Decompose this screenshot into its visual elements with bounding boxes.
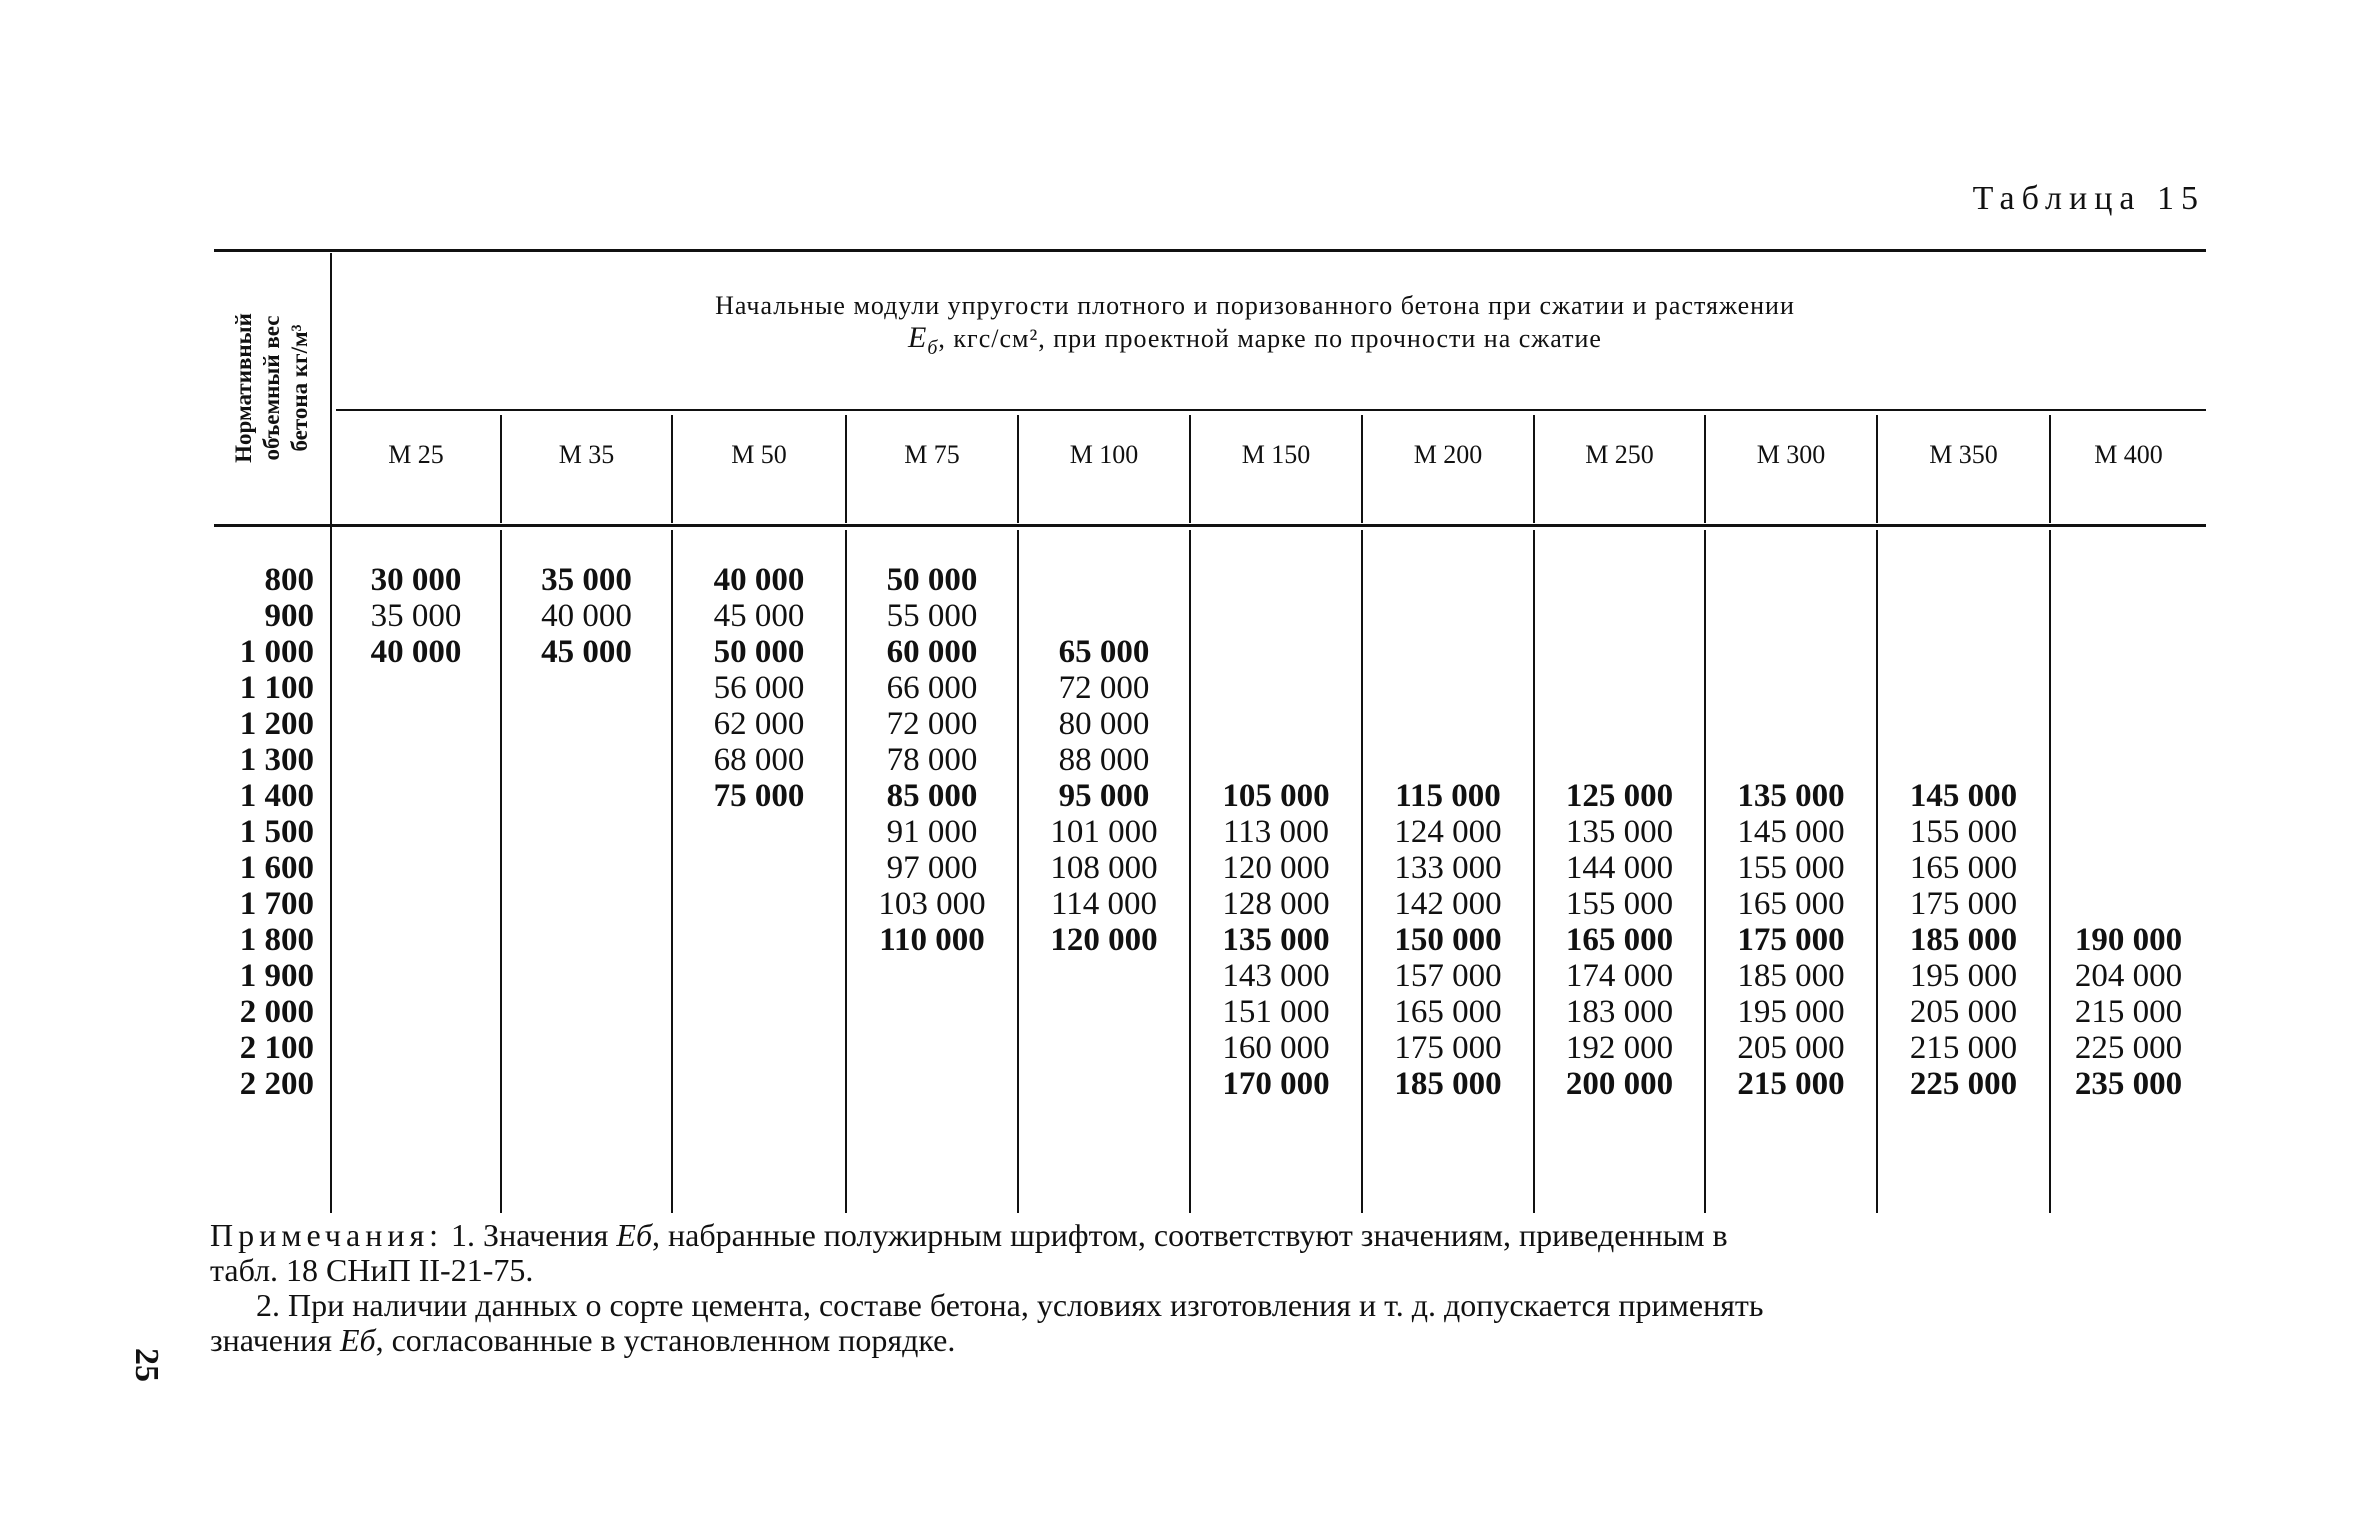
value-cell: 205 000 (1737, 1030, 1845, 1066)
value-cell: 165 000 (1565, 922, 1674, 958)
value-cell: 185 000 (1737, 958, 1845, 994)
value-cell: 88 000 (1058, 742, 1150, 778)
note-1-line-1 (210, 1218, 2208, 1253)
value-cell: 78 000 (886, 742, 978, 778)
data-column-m75 (847, 562, 1017, 958)
value-cell: 175 000 (1909, 886, 2018, 922)
value-cell: 66 000 (886, 670, 978, 706)
value-cell: 97 000 (886, 850, 978, 886)
value-cell: 145 000 (1909, 778, 2018, 814)
value-cell: 165 000 (1909, 850, 2018, 886)
value-cell: 35 000 (370, 598, 462, 634)
page-number: 25 (128, 1348, 165, 1382)
value-cell: 30 000 (370, 562, 462, 598)
density-cell: 1 500 (239, 814, 314, 850)
value-cell: 192 000 (1565, 1030, 1674, 1066)
value-cell: 155 000 (1737, 850, 1845, 886)
value-cell: 45 000 (541, 634, 632, 670)
note-2-text-a: значения (210, 1322, 340, 1358)
grade-header: М 25 (388, 440, 444, 469)
value-cell: 185 000 (1394, 1066, 1502, 1102)
note-1-line-2: табл. 18 СНиП II-21-75. (210, 1252, 534, 1288)
main-header-line2-text: , кгс/см², при проектной марке по прочности на сжатие (938, 324, 1602, 353)
density-cell: 1 100 (239, 670, 314, 706)
density-cell: 2 100 (239, 1030, 314, 1066)
value-cell: 40 000 (370, 634, 462, 670)
value-cell: 120 000 (1050, 922, 1158, 958)
value-cell: 215 000 (1909, 1030, 2018, 1066)
value-cell: 68 000 (713, 742, 805, 778)
header-bottom-rule (214, 524, 2206, 527)
value-cell: 62 000 (713, 706, 805, 742)
value-cell: 125 000 (1565, 778, 1674, 814)
value-cell: 80 000 (1058, 706, 1150, 742)
grade-header: М 50 (731, 440, 787, 469)
data-column-m50 (673, 562, 845, 814)
notes-label: Примечания: (210, 1217, 444, 1253)
data-column-m100 (1019, 634, 1189, 958)
data-column-m25 (332, 562, 500, 670)
value-cell: 133 000 (1394, 850, 1502, 886)
main-header-line1: Начальные модули упругости плотного и поризованного бетона при сжатии и растяжении (715, 291, 1795, 320)
main-header (330, 290, 2180, 364)
note-1-text-b: , набранные полужирным шрифтом, соответствуют значениям, приведенным в (652, 1217, 1728, 1253)
value-cell: 174 000 (1565, 958, 1674, 994)
density-cell: 1 300 (239, 742, 314, 778)
value-cell: 200 000 (1565, 1066, 1674, 1102)
grade-header: М 200 (1413, 440, 1483, 469)
value-cell: 85 000 (886, 778, 978, 814)
value-cell: 50 000 (713, 634, 805, 670)
value-cell: 101 000 (1050, 814, 1158, 850)
grade-header: М 350 (1929, 440, 1998, 469)
modulus-symbol-subscript: б (927, 337, 939, 359)
grade-header: М 100 (1069, 440, 1139, 469)
value-cell: 65 000 (1058, 634, 1150, 670)
value-cell: 56 000 (713, 670, 805, 706)
value-cell: 143 000 (1222, 958, 1330, 994)
density-cell: 1 900 (239, 958, 314, 994)
density-cell: 900 (264, 598, 314, 634)
value-cell: 144 000 (1565, 850, 1674, 886)
value-cell: 170 000 (1222, 1066, 1330, 1102)
stub-header-line: Нормативный (231, 313, 256, 463)
value-cell: 175 000 (1737, 922, 1845, 958)
value-cell: 124 000 (1394, 814, 1502, 850)
value-cell: 72 000 (1058, 670, 1150, 706)
value-cell: 225 000 (2074, 1030, 2183, 1066)
value-cell: 105 000 (1222, 778, 1330, 814)
top-rule (214, 249, 2206, 252)
density-cell: 2 000 (239, 994, 314, 1030)
density-cell: 1 400 (239, 778, 314, 814)
value-cell: 165 000 (1737, 886, 1845, 922)
value-cell: 235 000 (2074, 1066, 2183, 1102)
value-cell: 215 000 (2074, 994, 2183, 1030)
value-cell: 157 000 (1394, 958, 1502, 994)
col-divider-line (2049, 530, 2051, 1213)
value-cell: 151 000 (1222, 994, 1330, 1030)
value-cell: 110 000 (879, 922, 985, 958)
value-cell: 95 000 (1058, 778, 1150, 814)
data-column-m150 (1191, 778, 1361, 1102)
value-cell: 50 000 (886, 562, 978, 598)
data-column-m300 (1706, 778, 1876, 1102)
value-cell: 183 000 (1565, 994, 1674, 1030)
density-cell: 800 (264, 562, 314, 598)
value-cell: 103 000 (878, 886, 986, 922)
value-cell: 142 000 (1394, 886, 1502, 922)
notes (210, 1218, 2208, 1358)
note-2-line-1: 2. При наличии данных о сорте цемента, составе бетона, условиях изготовления и т. д. допускается применять (256, 1287, 1764, 1323)
value-cell: 40 000 (713, 562, 805, 598)
grade-header: М 35 (558, 440, 615, 469)
stub-header-line: бетона кг/м³ (287, 324, 312, 452)
grade-header: М 250 (1585, 440, 1654, 469)
value-cell: 155 000 (1909, 814, 2018, 850)
value-cell: 128 000 (1222, 886, 1330, 922)
value-cell: 155 000 (1565, 886, 1674, 922)
note-1-text-a: 1. Значения (443, 1217, 617, 1253)
value-cell: 205 000 (1909, 994, 2018, 1030)
value-cell: 35 000 (541, 562, 632, 598)
main-header-line2 (330, 322, 2180, 364)
density-cell: 2 200 (239, 1066, 314, 1102)
value-cell: 160 000 (1222, 1030, 1330, 1066)
density-cell: 1 800 (239, 922, 314, 958)
value-cell: 204 000 (2074, 958, 2183, 994)
table-label: Таблица 15 (1972, 180, 2205, 217)
density-cell: 1 700 (239, 886, 314, 922)
density-cell: 1 000 (239, 634, 314, 670)
data-column-m200 (1363, 778, 1533, 1102)
modulus-symbol-inline: Eб (339, 1322, 376, 1358)
modulus-symbol (908, 321, 939, 359)
data-column-m350 (1878, 778, 2049, 1102)
data-column-m400 (2051, 922, 2206, 1102)
note-2-line-2 (210, 1323, 2208, 1358)
grade-header: М 75 (904, 440, 960, 469)
value-cell: 185 000 (1909, 922, 2018, 958)
stub-divider-line (330, 253, 332, 1213)
value-cell: 72 000 (886, 706, 978, 742)
modulus-symbol-letter: E (908, 321, 928, 354)
value-cell: 120 000 (1222, 850, 1330, 886)
grade-header: М 300 (1756, 440, 1826, 469)
stub-header (214, 253, 330, 523)
value-cell: 55 000 (886, 598, 978, 634)
value-cell: 225 000 (1909, 1066, 2018, 1102)
value-cell: 60 000 (886, 634, 978, 670)
density-column (214, 562, 314, 1102)
value-cell: 145 000 (1737, 814, 1845, 850)
value-cell: 215 000 (1737, 1066, 1845, 1102)
value-cell: 150 000 (1394, 922, 1502, 958)
value-cell: 135 000 (1737, 778, 1845, 814)
value-cell: 113 000 (1222, 814, 1330, 850)
data-column-m35 (502, 562, 671, 670)
header-subrule (336, 409, 2206, 411)
value-cell: 40 000 (541, 598, 632, 634)
data-column-m250 (1535, 778, 1704, 1102)
grade-header: М 150 (1241, 440, 1311, 469)
value-cell: 135 000 (1222, 922, 1330, 958)
density-cell: 1 200 (239, 706, 314, 742)
value-cell: 45 000 (713, 598, 805, 634)
value-cell: 195 000 (1909, 958, 2018, 994)
note-2-text-b: , согласованные в установленном порядке. (375, 1322, 956, 1358)
value-cell: 190 000 (2074, 922, 2183, 958)
value-cell: 75 000 (713, 778, 805, 814)
value-cell: 114 000 (1050, 886, 1158, 922)
stub-header-line: объемный вес (259, 315, 284, 461)
value-cell: 165 000 (1394, 994, 1502, 1030)
modulus-symbol-inline: Eб (616, 1217, 653, 1253)
value-cell: 91 000 (886, 814, 978, 850)
value-cell: 175 000 (1394, 1030, 1502, 1066)
value-cell: 108 000 (1050, 850, 1158, 886)
value-cell: 195 000 (1737, 994, 1845, 1030)
density-cell: 1 600 (239, 850, 314, 886)
value-cell: 115 000 (1395, 778, 1501, 814)
value-cell: 135 000 (1565, 814, 1674, 850)
grade-header: М 400 (2094, 440, 2163, 469)
